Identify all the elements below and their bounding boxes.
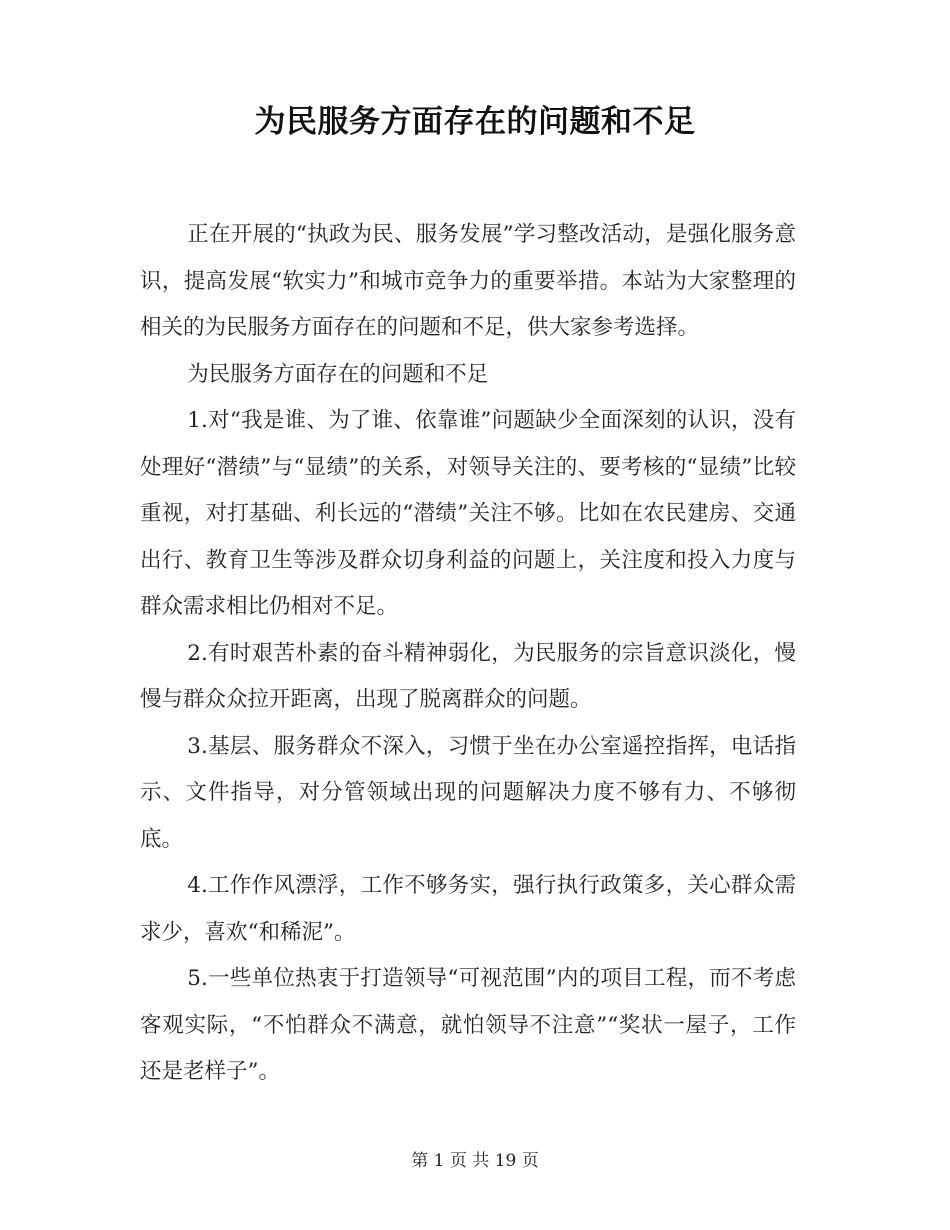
page-number-footer: 第 1 页 共 19 页 (411, 1151, 539, 1171)
paragraph-item-3: 3.基层、服务群众不深入，习惯于坐在办公室遥控指挥，电话指示、文件指导，对分管领域出现的问题解决力度不够有力、不够彻底。 (140, 733, 796, 852)
paragraph-intro: 正在开展的“执政为民、服务发展”学习整改活动，是强化服务意识，提高发展“软实力”和城市竞争力的重要举措。本站为大家整理的相关的为民服务方面存在的问题和不足，供大家参考选择。 (140, 222, 796, 340)
document-body (140, 212, 796, 1096)
paragraph-item-2: 2.有时艰苦朴素的奋斗精神弱化，为民服务的宗旨意识淡化，慢慢与群众众拉开距离，出现了脱离群众的问题。 (140, 640, 796, 712)
paragraph-item-5: 5.一些单位热衷于打造领导“可视范围”内的项目工程，而不考虑客观实际，“不怕群众不满意，就怕领导不注意”“奖状一屋子，工作还是老样子”。 (140, 966, 796, 1084)
paragraph-subtitle: 为民服务方面存在的问题和不足 (187, 361, 489, 387)
page-title: 为民服务方面存在的问题和不足 (254, 104, 696, 140)
paragraph-item-1: 1.对“我是谁、为了谁、依靠谁”问题缺少全面深刻的认识，没有处理好“潜绩”与“显绩”的关系，对领导关注的、要考核的“显绩”比较重视，对打基础、利长远的“潜绩”关注不够。比如在农民建房、交通出行、教育卫生等涉及群众切身利益的问题上，关注度和投入力度与群众需求相比仍相对不足。 (140, 408, 796, 619)
paragraph-item-4: 4.工作作风漂浮，工作不够务实，强行执行政策多，关心群众需求少，喜欢“和稀泥”。 (140, 873, 796, 945)
